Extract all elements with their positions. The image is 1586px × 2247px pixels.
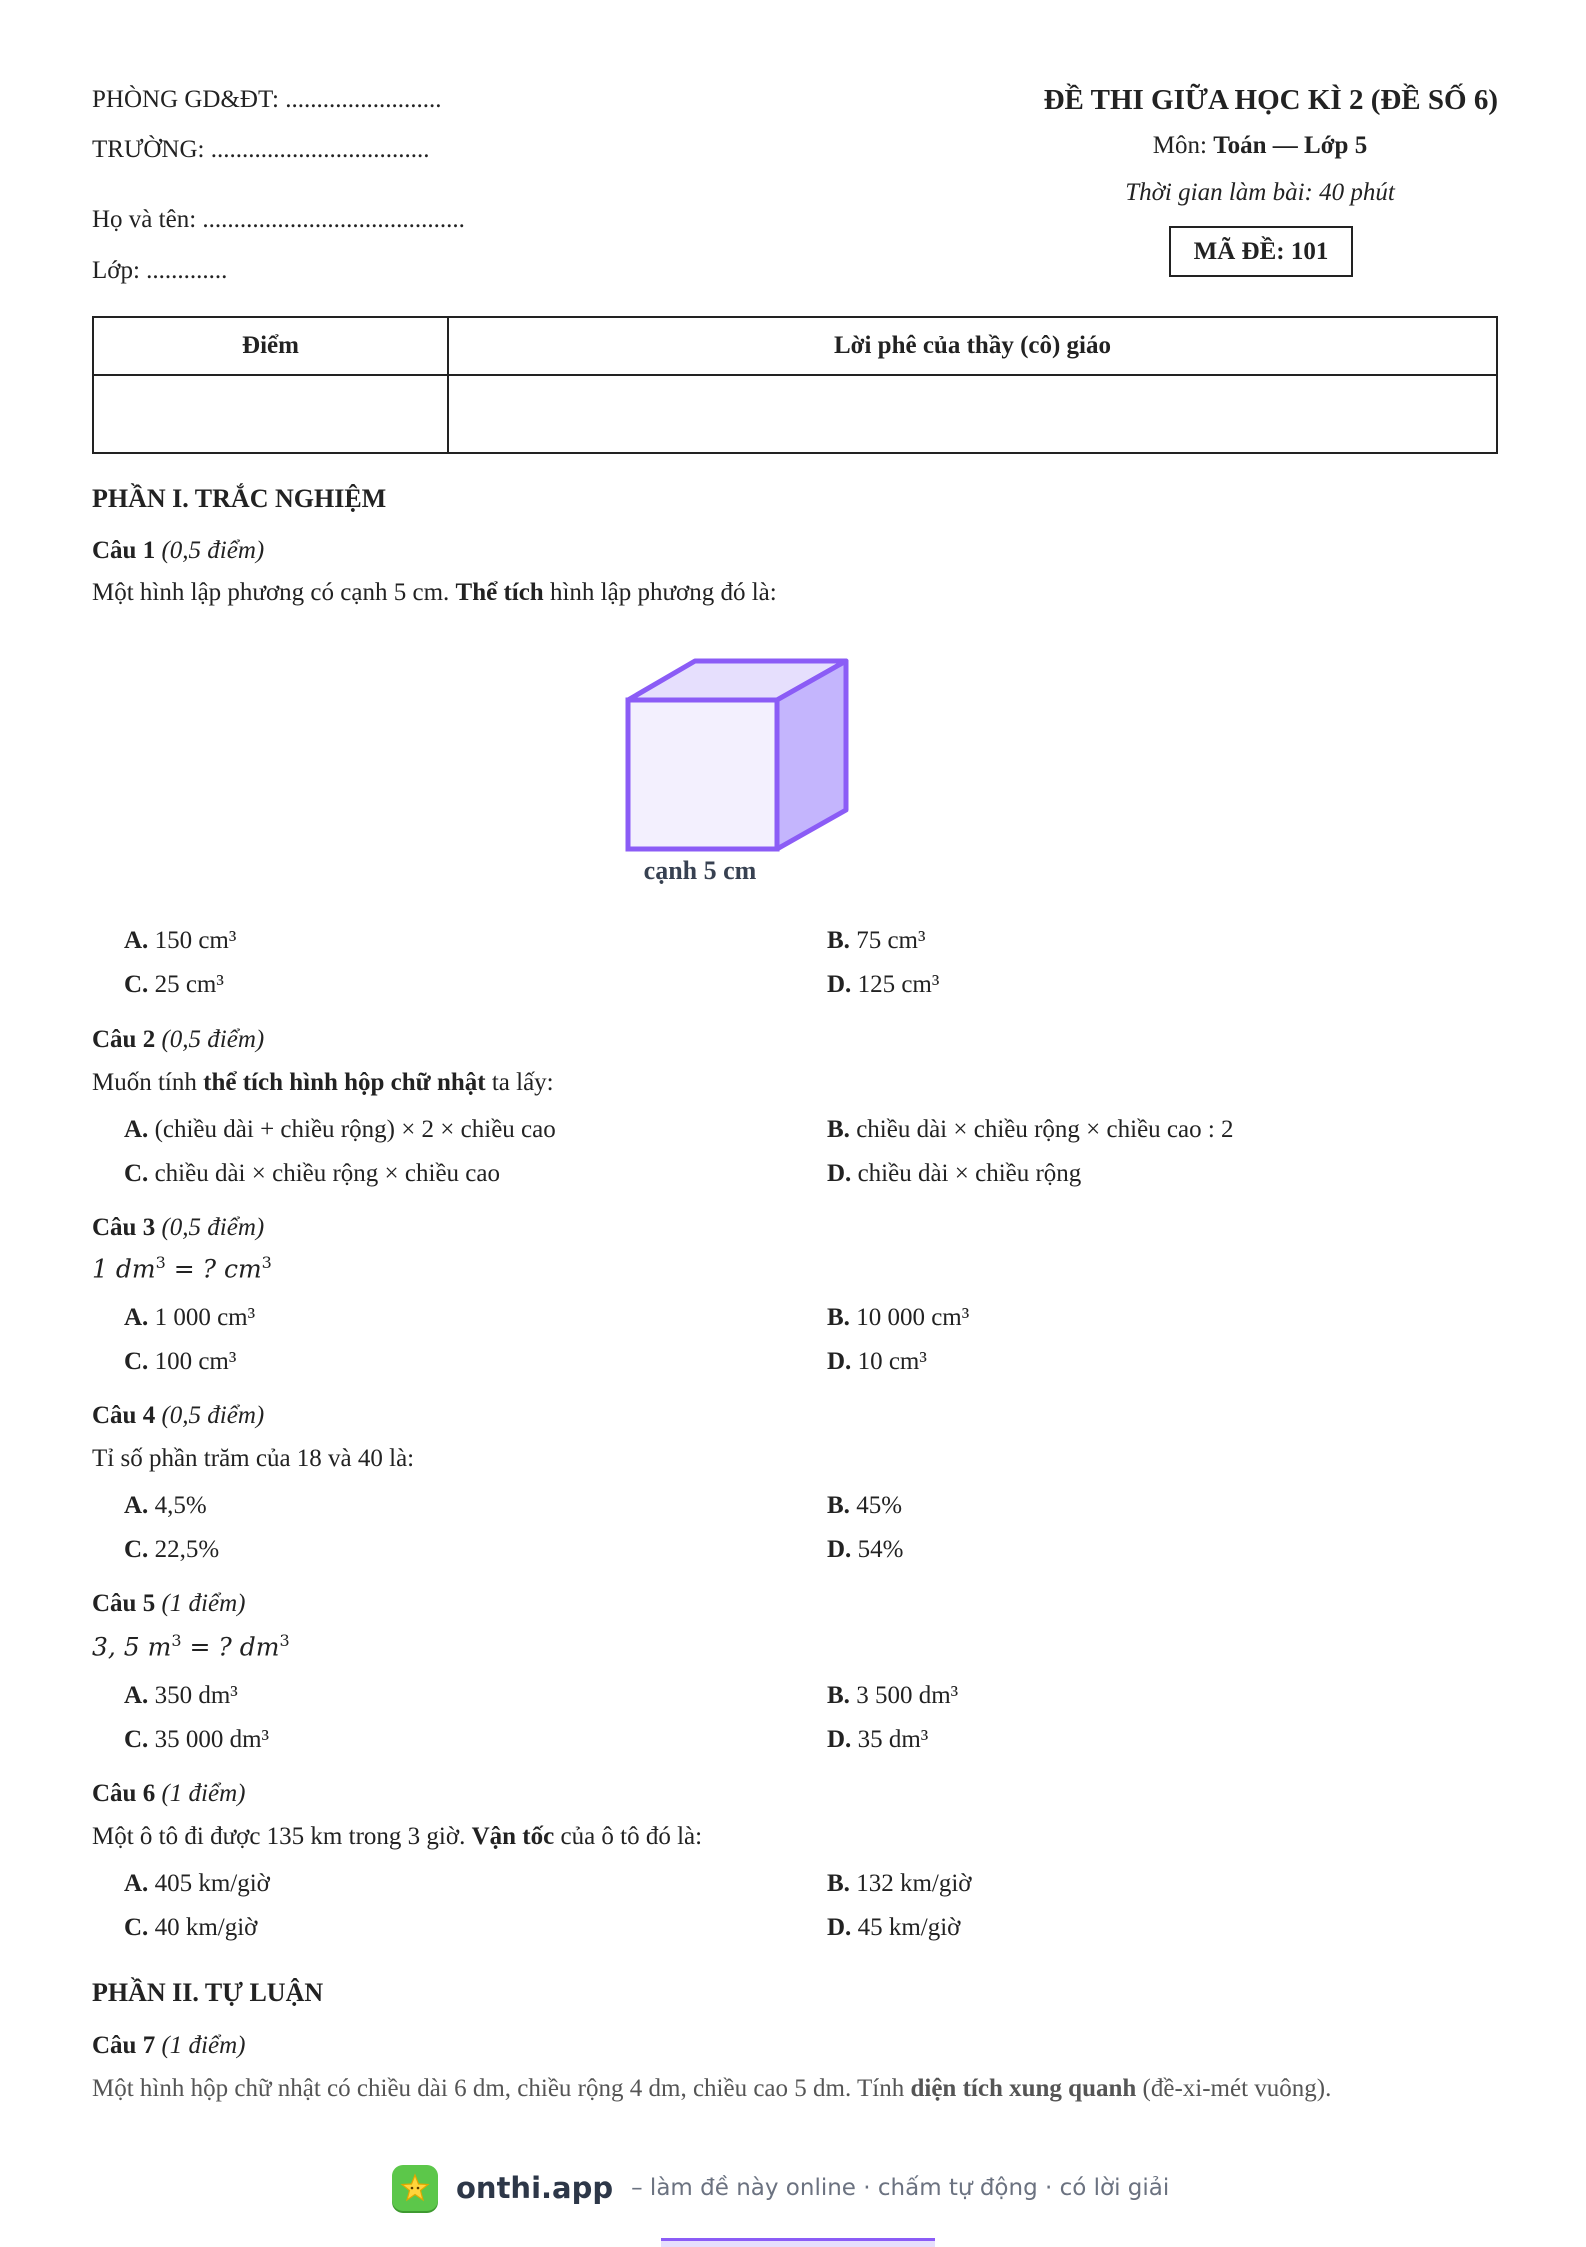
- footer-tagline: – làm đề này online · chấm tự động · có lời giải: [631, 2175, 1170, 2201]
- grade-table: [92, 316, 1498, 454]
- q1-option-d-key: D.: [827, 971, 852, 998]
- q1-option-c-key: C.: [124, 971, 149, 998]
- q5-option-a-text: 350 dm³: [154, 1682, 238, 1709]
- q3-option-a-text: 1 000 cm³: [154, 1304, 256, 1331]
- q1-points: (0,5 điểm): [161, 537, 265, 564]
- q4-option-c[interactable]: [124, 1536, 219, 1564]
- q1-option-b[interactable]: [827, 927, 925, 955]
- q5-option-d-text: 35 dm³: [857, 1726, 929, 1753]
- q1-stem: [92, 579, 777, 607]
- q2-option-b-key: B.: [827, 1116, 850, 1143]
- next-page-cube-fragment: [661, 2238, 935, 2247]
- q2-option-b-text: chiều dài × chiều rộng × chiều cao : 2: [856, 1116, 1234, 1143]
- truong-field: TRƯỜNG: ...................................: [92, 136, 430, 163]
- q4-option-c-key: C.: [124, 1536, 149, 1563]
- q7-points: (1 điểm): [161, 2032, 246, 2059]
- q3-option-c-text: 100 cm³: [154, 1348, 237, 1375]
- cube-figure: [620, 655, 860, 855]
- exam-title: ĐỀ THI GIỮA HỌC KÌ 2 (ĐỀ SỐ 6): [1043, 84, 1498, 116]
- q6-stem: [92, 1823, 702, 1851]
- q2-option-d-key: D.: [827, 1160, 852, 1187]
- q5-option-c-key: C.: [124, 1726, 149, 1753]
- onthi-logo-icon: [392, 2165, 438, 2211]
- q2-option-a-text: (chiều dài + chiều rộng) × 2 × chiều cao: [154, 1116, 556, 1143]
- q4-points: (0,5 điểm): [161, 1402, 265, 1429]
- q6-header: [92, 1780, 245, 1808]
- q3-math: 1 $dm^3$ = ? $cm^3$: [92, 1253, 272, 1284]
- q1-option-a-key: A.: [124, 927, 149, 954]
- q1-header: [92, 537, 264, 565]
- part1-title: PHẦN I. TRẮC NGHIỆM: [92, 484, 387, 513]
- q1-stem-a: Một hình lập phương có cạnh 5 cm.: [92, 579, 456, 606]
- star-icon: [400, 2173, 430, 2203]
- q5-points: (1 điểm): [161, 1590, 246, 1617]
- phong-gddt-field: PHÒNG GD&ĐT: .........................: [92, 86, 442, 113]
- q4-option-a[interactable]: [124, 1492, 207, 1520]
- q1-option-a[interactable]: [124, 927, 236, 955]
- subject-prefix: Môn:: [1152, 132, 1214, 159]
- q4-option-b-text: 45%: [856, 1492, 903, 1519]
- q4-option-a-text: 4,5%: [154, 1492, 207, 1519]
- grade-col-diem: Điểm: [93, 317, 448, 375]
- q1-option-a-text: 150 cm³: [154, 927, 237, 954]
- subject-line: [1060, 132, 1460, 160]
- q7-header: [92, 2032, 245, 2060]
- q3-math-b: = ? cm: [165, 1254, 262, 1284]
- q1-option-d[interactable]: [827, 971, 939, 999]
- q6-option-c-key: C.: [124, 1914, 149, 1941]
- q1-option-b-key: B.: [827, 927, 850, 954]
- q6-option-d-text: 45 km/giờ: [857, 1914, 961, 1941]
- subject-value: Toán — Lớp 5: [1213, 132, 1368, 159]
- q2-stem-b: thể tích hình hộp chữ nhật: [203, 1069, 486, 1096]
- q3-option-a-key: A.: [124, 1304, 149, 1331]
- q2-stem: [92, 1069, 554, 1097]
- q6-option-b-text: 132 km/giờ: [856, 1870, 972, 1897]
- q6-option-a-text: 405 km/giờ: [154, 1870, 270, 1897]
- q5-option-a-key: A.: [124, 1682, 149, 1709]
- q2-option-c-key: C.: [124, 1160, 149, 1187]
- q1-option-c[interactable]: [124, 971, 224, 999]
- q4-option-b-key: B.: [827, 1492, 850, 1519]
- q6-stem-a: Một ô tô đi được 135 km trong 3 giờ.: [92, 1823, 472, 1850]
- q7-stem-b: diện tích xung quanh: [910, 2075, 1137, 2102]
- q4-option-c-text: 22,5%: [154, 1536, 220, 1563]
- q7-stem: [92, 2075, 1331, 2103]
- q2-option-c[interactable]: [124, 1160, 500, 1188]
- q6-option-d-key: D.: [827, 1914, 852, 1941]
- q6-stem-c: của ô tô đó là:: [554, 1823, 703, 1850]
- q5-math-b: = ? dm: [181, 1632, 280, 1662]
- lop-field: Lớp: .............: [92, 257, 228, 284]
- q2-stem-c: ta lấy:: [485, 1069, 554, 1096]
- q3-option-c[interactable]: [124, 1348, 236, 1376]
- q7-stem-a: Một hình hộp chữ nhật có chiều dài 6 dm, chiều rộng 4 dm, chiều cao 5 dm. Tính: [92, 2075, 911, 2102]
- q1-option-d-text: 125 cm³: [857, 971, 940, 998]
- q4-option-d[interactable]: [827, 1536, 903, 1564]
- time-line: Thời gian làm bài: 40 phút: [1125, 179, 1395, 206]
- q6-option-a-key: A.: [124, 1870, 149, 1897]
- q2-points: (0,5 điểm): [161, 1026, 265, 1053]
- footer-brand[interactable]: onthi.app: [456, 2171, 614, 2205]
- q1-label: Câu 1: [92, 537, 156, 564]
- q6-option-b[interactable]: [827, 1870, 972, 1898]
- q2-stem-a: Muốn tính: [92, 1069, 204, 1096]
- q2-option-a-key: A.: [124, 1116, 149, 1143]
- q2-option-c-text: chiều dài × chiều rộng × chiều cao: [154, 1160, 500, 1187]
- cube-front-face: [628, 700, 777, 849]
- grade-cell-diem: [93, 375, 448, 453]
- grade-col-loi-phe: Lời phê của thầy (cô) giáo: [448, 317, 1497, 375]
- q5-option-c-text: 35 000 dm³: [154, 1726, 270, 1753]
- q4-label: Câu 4: [92, 1402, 156, 1429]
- footer-bar[interactable]: [392, 2165, 1169, 2211]
- part2-title: PHẦN II. TỰ LUẬN: [92, 1978, 324, 2007]
- q3-math-a: 1 dm: [92, 1254, 156, 1284]
- q6-option-b-key: B.: [827, 1870, 850, 1897]
- grade-cell-loi-phe: [448, 375, 1497, 453]
- q5-header: [92, 1590, 245, 1618]
- q4-option-d-key: D.: [827, 1536, 852, 1563]
- q3-option-a[interactable]: [124, 1304, 255, 1332]
- q5-option-b[interactable]: [827, 1682, 958, 1710]
- q3-option-d-key: D.: [827, 1348, 852, 1375]
- q5-option-a[interactable]: [124, 1682, 238, 1710]
- q3-option-b-key: B.: [827, 1304, 850, 1331]
- q5-option-b-text: 3 500 dm³: [856, 1682, 959, 1709]
- q6-option-c-text: 40 km/giờ: [154, 1914, 258, 1941]
- q3-option-b[interactable]: [827, 1304, 969, 1332]
- q3-option-c-key: C.: [124, 1348, 149, 1375]
- q5-label: Câu 5: [92, 1590, 156, 1617]
- q3-header: [92, 1214, 264, 1242]
- q1-option-c-text: 25 cm³: [154, 971, 224, 998]
- q4-header: [92, 1402, 264, 1430]
- q2-option-d-text: chiều dài × chiều rộng: [857, 1160, 1082, 1187]
- q5-option-d[interactable]: [827, 1726, 928, 1754]
- q3-points: (0,5 điểm): [161, 1214, 265, 1241]
- q2-label: Câu 2: [92, 1026, 156, 1053]
- q7-stem-c: (đề-xi-mét vuông).: [1136, 2075, 1332, 2102]
- q3-label: Câu 3: [92, 1214, 156, 1241]
- cube-caption: cạnh 5 cm: [643, 856, 757, 885]
- q2-option-a[interactable]: [124, 1116, 556, 1144]
- q2-header: [92, 1026, 264, 1054]
- q1-stem-c: hình lập phương đó là:: [543, 579, 777, 606]
- q4-stem: Tỉ số phần trăm của 18 và 40 là:: [92, 1445, 415, 1472]
- q2-option-d[interactable]: [827, 1160, 1081, 1188]
- q5-option-d-key: D.: [827, 1726, 852, 1753]
- q5-math: 3, 5 $m^3$ = ? $dm^3$: [92, 1631, 290, 1662]
- q6-points: (1 điểm): [161, 1780, 246, 1807]
- q4-option-b[interactable]: [827, 1492, 902, 1520]
- q6-option-d[interactable]: [827, 1914, 960, 1942]
- q6-option-c[interactable]: [124, 1914, 257, 1942]
- q1-option-b-text: 75 cm³: [856, 927, 926, 954]
- q4-option-d-text: 54%: [857, 1536, 904, 1563]
- q6-label: Câu 6: [92, 1780, 156, 1807]
- ma-de-box: MÃ ĐỀ: 101: [1169, 226, 1353, 277]
- q5-option-b-key: B.: [827, 1682, 850, 1709]
- q3-option-d-text: 10 cm³: [857, 1348, 927, 1375]
- q6-stem-b: Vận tốc: [471, 1823, 555, 1850]
- q5-option-c[interactable]: [124, 1726, 269, 1754]
- q2-option-b[interactable]: [827, 1116, 1234, 1144]
- q7-label: Câu 7: [92, 2032, 156, 2059]
- ho-ten-field: Họ và tên: ..........................................: [92, 206, 465, 233]
- q3-option-b-text: 10 000 cm³: [856, 1304, 970, 1331]
- q5-math-a: 3, 5 m: [92, 1632, 172, 1662]
- q6-option-a[interactable]: [124, 1870, 270, 1898]
- q3-option-d[interactable]: [827, 1348, 927, 1376]
- q4-option-a-key: A.: [124, 1492, 149, 1519]
- q1-stem-b: Thể tích: [455, 579, 544, 606]
